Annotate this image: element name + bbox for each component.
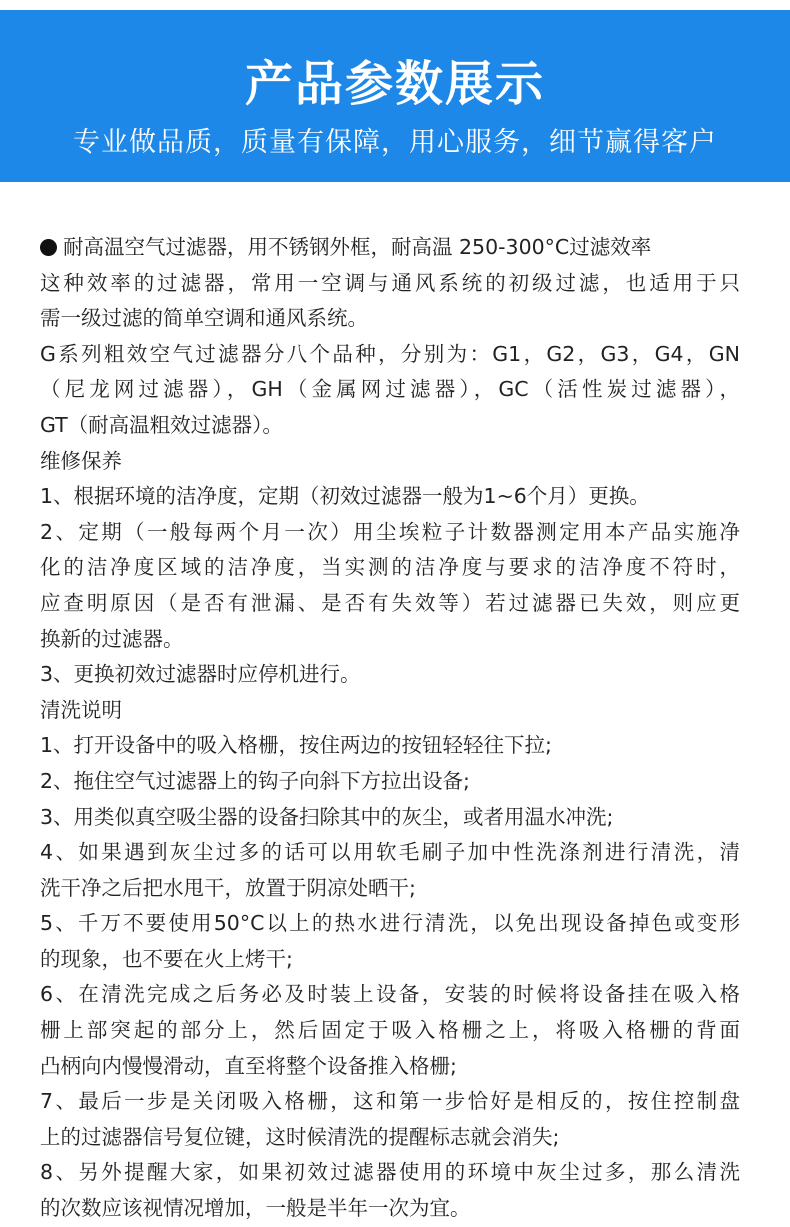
paragraph	[40, 693, 740, 729]
text-line	[40, 372, 740, 408]
text-line-content: 化的洁净度区域的洁净度，当实测的洁净度与要求的洁净度不符时，	[40, 555, 740, 580]
text-line-content: 1、打开设备中的吸入格栅，按住两边的按钮轻轻往下拉;	[40, 733, 552, 758]
header-banner	[0, 10, 790, 182]
text-line	[40, 408, 740, 444]
paragraph	[40, 800, 740, 836]
text-line-content: GT（耐高温粗效过滤器）。	[40, 412, 283, 437]
text-line	[40, 337, 740, 373]
text-line	[40, 906, 740, 942]
product-description	[40, 230, 740, 1227]
paragraph	[40, 835, 740, 906]
text-line-content: 1、根据环境的洁净度，定期（初效过滤器一般为1~6个月）更换。	[40, 484, 650, 509]
text-line	[40, 301, 740, 337]
text-line-content: 的次数应该视情况增加，一般是半年一次为宜。	[40, 1196, 471, 1221]
text-line	[40, 622, 740, 658]
paragraph	[40, 444, 740, 480]
text-line-content: 7、最后一步是关闭吸入格栅，这和第一步恰好是相反的，按住控制盘	[40, 1089, 740, 1114]
text-line-content: 换新的过滤器。	[40, 626, 184, 651]
text-line	[40, 871, 740, 907]
text-line	[40, 586, 740, 622]
text-line-content: G系列粗效空气过滤器分八个品种，分别为：G1，G2，G3，G4，GN	[40, 341, 740, 366]
text-line-content: 栅上部突起的部分上，然后固定于吸入格栅之上，将吸入格栅的背面	[40, 1018, 740, 1043]
text-line	[40, 1120, 740, 1156]
text-line-content: 的现象，也不要在火上烤干;	[40, 946, 293, 971]
text-line	[40, 230, 740, 266]
text-line-content: 2、拖住空气过滤器上的钩子向斜下方拉出设备;	[40, 768, 470, 793]
text-line	[40, 977, 740, 1013]
text-line-content: 上的过滤器信号复位键，这时候清洗的提醒标志就会消失;	[40, 1124, 560, 1149]
text-line	[40, 444, 740, 480]
text-line	[40, 1049, 740, 1085]
text-line	[40, 1155, 740, 1191]
paragraph	[40, 728, 740, 764]
paragraph	[40, 764, 740, 800]
page-subtitle: 专业做品质，质量有保障，用心服务，细节赢得客户	[73, 127, 717, 158]
paragraph	[40, 266, 740, 337]
paragraph	[40, 906, 740, 977]
paragraph	[40, 977, 740, 1084]
text-line	[40, 515, 740, 551]
text-line	[40, 764, 740, 800]
paragraph	[40, 479, 740, 515]
paragraph	[40, 1155, 740, 1226]
text-line	[40, 479, 740, 515]
text-line-content: 清洗说明	[40, 697, 122, 722]
text-line-content: 耐高温空气过滤器，用不锈钢外框，耐高温 250-300°C过滤效率	[63, 235, 652, 259]
text-line	[40, 693, 740, 729]
text-line	[40, 266, 740, 302]
text-line-content: 8、另外提醒大家，如果初效过滤器使用的环境中灰尘过多，那么清洗	[40, 1160, 740, 1185]
text-line-content: （尼龙网过滤器），GH（金属网过滤器），GC（活性炭过滤器），	[40, 377, 740, 402]
text-line-content: 维修保养	[40, 448, 122, 473]
paragraph	[40, 337, 740, 444]
text-line	[40, 1191, 740, 1227]
text-line-content: 这种效率的过滤器，常用一空调与通风系统的初级过滤，也适用于只	[40, 270, 740, 295]
paragraph	[40, 1084, 740, 1155]
text-line-content: 3、更换初效过滤器时应停机进行。	[40, 662, 361, 687]
text-line	[40, 728, 740, 764]
text-line-content: 4、如果遇到灰尘过多的话可以用软毛刷子加中性洗涤剂进行清洗，清	[40, 840, 740, 865]
text-line	[40, 657, 740, 693]
bullet-dot-icon	[40, 239, 57, 256]
text-line	[40, 550, 740, 586]
paragraph	[40, 230, 740, 266]
text-line-content: 需一级过滤的简单空调和通风系统。	[40, 306, 368, 331]
text-line	[40, 942, 740, 978]
text-line	[40, 1084, 740, 1120]
paragraph	[40, 657, 740, 693]
text-line-content: 5、千万不要使用50°C以上的热水进行清洗，以免出现设备掉色或变形	[40, 911, 740, 936]
page-title: 产品参数展示	[244, 56, 545, 112]
text-line-content: 6、在清洗完成之后务必及时装上设备，安装的时候将设备挂在吸入格	[40, 982, 740, 1007]
text-line-content: 3、用类似真空吸尘器的设备扫除其中的灰尘，或者用温水冲洗;	[40, 804, 614, 829]
text-line	[40, 1013, 740, 1049]
text-line-content: 凸柄向内慢慢滑动，直至将整个设备推入格栅;	[40, 1053, 457, 1078]
text-line-content: 洗干净之后把水甩干，放置于阴凉处晒干;	[40, 875, 416, 900]
text-line	[40, 835, 740, 871]
text-line-content: 2、定期（一般每两个月一次）用尘埃粒子计数器测定用本产品实施净	[40, 519, 740, 544]
text-line-content: 应查明原因（是否有泄漏、是否有失效等）若过滤器已失效，则应更	[40, 590, 740, 615]
text-line	[40, 800, 740, 836]
paragraph	[40, 515, 740, 657]
